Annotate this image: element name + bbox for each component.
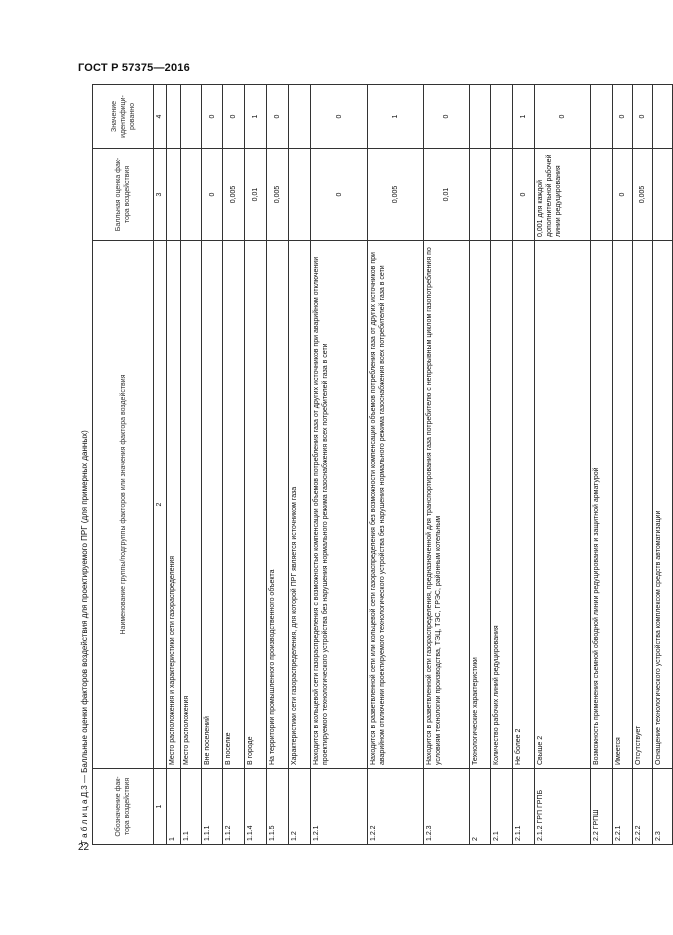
- factor-name: Находится в разветвленной сети газораспределения, предназначенной для транспортирования газа потребителю с непрерывным циклом газопотребления по условиям технологии производства, ТЭЦ, ТЭС, ГРЭС, районным котельным: [424, 241, 470, 769]
- factor-score: 0,005: [223, 149, 245, 241]
- factor-score: [289, 149, 311, 241]
- factor-code: 1.2.1: [311, 769, 368, 845]
- factor-score: [181, 149, 202, 241]
- rotated-table-area: [78, 85, 662, 845]
- factor-value: [289, 85, 311, 149]
- factor-code: 2.2.2: [633, 769, 653, 845]
- factor-code: 2.1.1: [513, 769, 535, 845]
- factor-score: 0,005: [633, 149, 653, 241]
- table-row: [181, 85, 202, 845]
- table-row: [289, 85, 311, 845]
- factor-value: 0: [613, 85, 633, 149]
- factor-value: 0: [267, 85, 289, 149]
- col-header-code: Обозначение фак-тора воздействия: [93, 769, 154, 845]
- table-row: [223, 85, 245, 845]
- page-number: 22: [78, 842, 90, 853]
- factor-value: [491, 85, 513, 149]
- factor-code: 2.2.1: [613, 769, 633, 845]
- table-row: [167, 85, 181, 845]
- table-row: [368, 85, 424, 845]
- factor-value: 1: [368, 85, 424, 149]
- table-row: [633, 85, 653, 845]
- factor-name: В поселке: [223, 241, 245, 769]
- factor-value: 0: [633, 85, 653, 149]
- factor-score: 0: [513, 149, 535, 241]
- factor-name: Возможность применения съемной обводной линии редуцирования и защитной арматурой: [591, 241, 613, 769]
- factor-value: [167, 85, 181, 149]
- factor-code: 2.2 ГРПШ: [591, 769, 613, 845]
- table-row: [613, 85, 633, 845]
- factor-code: 1.2: [289, 769, 311, 845]
- factor-score: 0: [202, 149, 223, 241]
- factor-code: 2: [470, 769, 491, 845]
- factor-value: [591, 85, 613, 149]
- factor-code: 2.1.2 ГРП ГРПБ: [535, 769, 591, 845]
- factor-score: [591, 149, 613, 241]
- factor-name: Технологические характеристики: [470, 241, 491, 769]
- table-header-row: [93, 85, 154, 845]
- factor-code: 1.1.5: [267, 769, 289, 845]
- table-caption: Т а б л и ц а Д.3 — Балльные оценки факторов воздействия для проектируемого ПРГ (для примерных данных): [80, 430, 89, 845]
- factor-code: 1.1.2: [223, 769, 245, 845]
- factor-name: Характеристики сети газораспределения, для которой ПРГ является источником газа: [289, 241, 311, 769]
- col-header-score: Балльная оценка фак-тора воздействия: [93, 149, 154, 241]
- factor-code: 1.1: [181, 769, 202, 845]
- factor-name: Вне поселений: [202, 241, 223, 769]
- factor-name: Оснащение технологического устройства комплексом средств автоматизации: [653, 241, 673, 769]
- table-row: [245, 85, 267, 845]
- table-row: [267, 85, 289, 845]
- factor-score: 0,01: [424, 149, 470, 241]
- factor-name: В городе: [245, 241, 267, 769]
- factor-value: [181, 85, 202, 149]
- factor-value: 0: [535, 85, 591, 149]
- factor-name: Находится в кольцевой сети газораспределения с возможностью компенсации объемов потребления газа от других источников при аварийном отключении проектируемого технологического устройства без нарушения нормального режима газоснабжения всех потребителей газа в сети: [311, 241, 368, 769]
- factor-code: 1.1.4: [245, 769, 267, 845]
- factor-score: [491, 149, 513, 241]
- table-body: [167, 85, 673, 845]
- factor-name: На территории промышленного производственного объекта: [267, 241, 289, 769]
- factor-score: [470, 149, 491, 241]
- factor-table: [92, 84, 673, 845]
- factor-score: 0,005: [267, 149, 289, 241]
- factor-score: 0,005: [368, 149, 424, 241]
- factor-score: 0,01: [245, 149, 267, 241]
- column-number: 2: [154, 241, 167, 769]
- factor-code: 1.2.3: [424, 769, 470, 845]
- table-row: [470, 85, 491, 845]
- factor-name: Количество рабочих линий редуцирования: [491, 241, 513, 769]
- factor-code: 1: [167, 769, 181, 845]
- factor-value: 0: [223, 85, 245, 149]
- document-header: ГОСТ Р 57375—2016: [78, 62, 190, 74]
- factor-name: Находится в разветвленной сети или кольцевой сети газораспределения без возможности компенсации объемов потребления газа от других источников при аварийном отключении проектируемого технологического устройства без нарушения нормального режима газоснабжения всех потребителей газа в сети: [368, 241, 424, 769]
- factor-name: Место расположения: [181, 241, 202, 769]
- factor-name: Свыше 2: [535, 241, 591, 769]
- table-row: [311, 85, 368, 845]
- factor-value: 0: [202, 85, 223, 149]
- factor-name: Отсутствует: [633, 241, 653, 769]
- factor-code: 1.1.1: [202, 769, 223, 845]
- column-number-row: [154, 85, 167, 845]
- table-row: [535, 85, 591, 845]
- factor-code: 2.1: [491, 769, 513, 845]
- table-row: [513, 85, 535, 845]
- factor-value: [470, 85, 491, 149]
- column-number: 4: [154, 85, 167, 149]
- table-row: [591, 85, 613, 845]
- col-header-value: Значение идентифици-рованно: [93, 85, 154, 149]
- factor-name: Имеется: [613, 241, 633, 769]
- column-number: 1: [154, 769, 167, 845]
- column-number: 3: [154, 149, 167, 241]
- factor-value: 0: [311, 85, 368, 149]
- table-row: [424, 85, 470, 845]
- factor-score: [167, 149, 181, 241]
- factor-score: 0,001 для каждой дополнительной рабочей линии редуцирования: [535, 149, 591, 241]
- factor-name: Не более 2: [513, 241, 535, 769]
- col-header-name: Наименование группы/подгруппы факторов или значения фактора воздействия: [93, 241, 154, 769]
- factor-score: 0: [311, 149, 368, 241]
- factor-code: 2.3: [653, 769, 673, 845]
- table-row: [653, 85, 673, 845]
- factor-value: 0: [424, 85, 470, 149]
- table-row: [202, 85, 223, 845]
- factor-value: 1: [513, 85, 535, 149]
- factor-score: [653, 149, 673, 241]
- table-row: [491, 85, 513, 845]
- factor-value: 1: [245, 85, 267, 149]
- factor-score: 0: [613, 149, 633, 241]
- factor-value: [653, 85, 673, 149]
- factor-name: Место расположения и характеристики сети газораспределения: [167, 241, 181, 769]
- factor-code: 1.2.2: [368, 769, 424, 845]
